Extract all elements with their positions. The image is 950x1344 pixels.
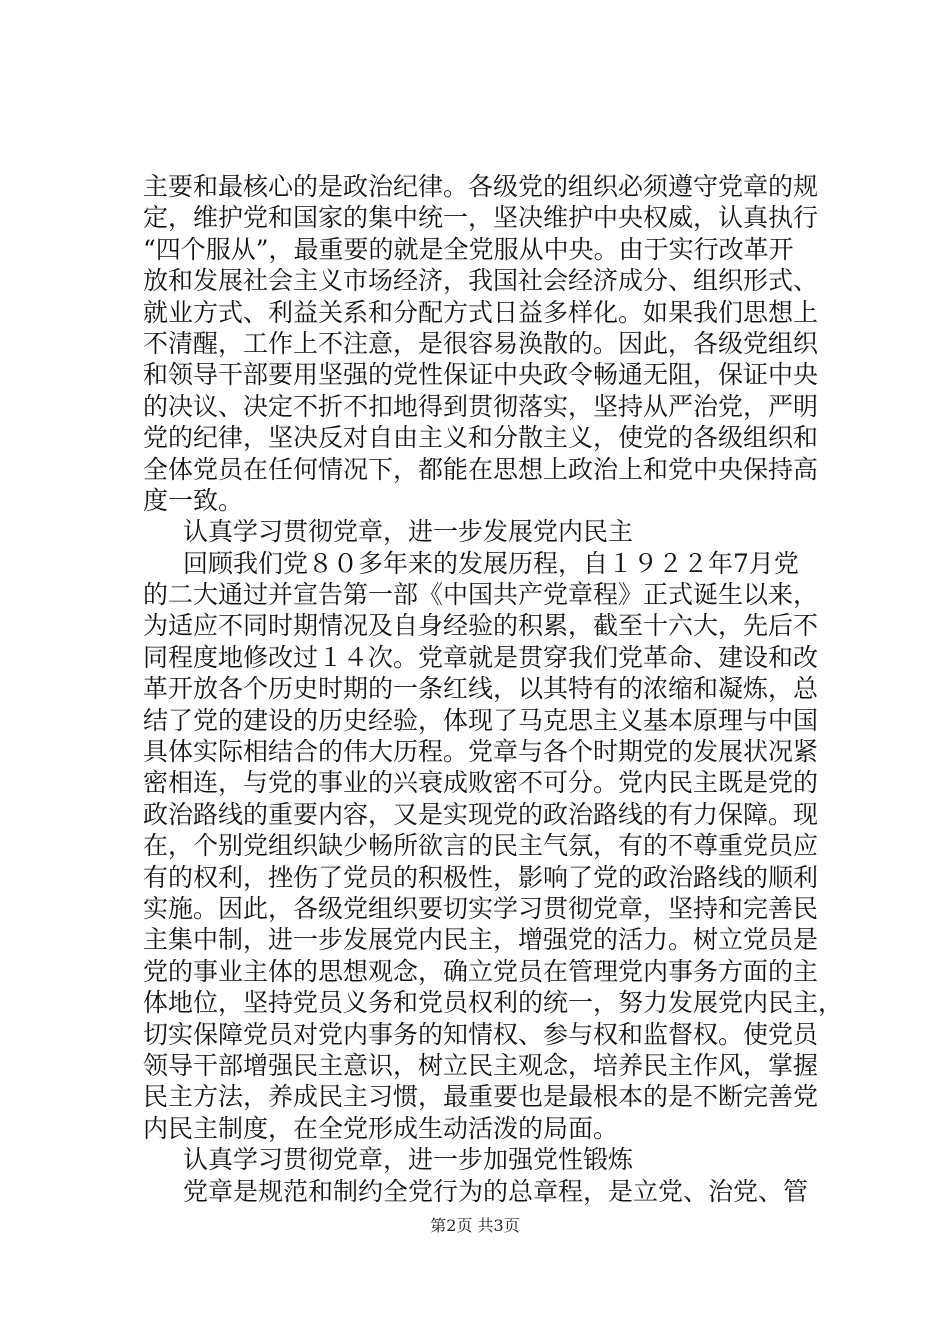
body-line: 主要和最核心的是政治纪律。各级党的组织必须遵守党章的规: [143, 172, 819, 201]
body-line: 的二大通过并宣告第一部《中国共产党章程》正式诞生以来，: [143, 580, 819, 610]
body-line: 党的事业主体的思想观念，确立党员在管理党内事务方面的主: [143, 956, 819, 986]
body-line: 体地位，坚持党员义务和党员权利的统一，努力发展党内民主，: [143, 988, 843, 1018]
body-line: 内民主制度，在全党形成生动活泼的局面。: [143, 1113, 619, 1143]
body-line: 革开放各个历史时期的一条红线，以其特有的浓缩和凝炼，总: [143, 674, 819, 704]
body-line: 放和发展社会主义市场经济，我国社会经济成分、组织形式、: [143, 266, 819, 296]
body-line: 主集中制，进一步发展党内民主，增强党的活力。树立党员是: [143, 925, 819, 955]
body-line: 结了党的建设的历史经验，体现了马克思主义基本原理与中国: [143, 705, 819, 735]
body-line: 不清醒，工作上不注意，是很容易涣散的。因此，各级党组织: [143, 328, 819, 358]
body-line: 切实保障党员对党内事务的知情权、参与权和监督权。使党员: [143, 1019, 819, 1049]
body-line: 定，维护党和国家的集中统一，坚决维护中央权威，认真执行: [143, 203, 819, 233]
body-line: 就业方式、利益关系和分配方式日益多样化。如果我们思想上: [143, 297, 819, 327]
body-line: 实施。因此，各级党组织要切实学习贯彻党章，坚持和完善民: [143, 893, 819, 923]
body-line: 密相连，与党的事业的兴衰成败密不可分。党内民主既是党的: [143, 768, 819, 798]
page-footer: 第2页 共3页: [430, 1216, 520, 1235]
body-line: 在，个别党组织缺少畅所欲言的民主气氛，有的不尊重党员应: [143, 831, 819, 861]
body-line: 和领导干部要用坚强的党性保证中央政令畅通无阻，保证中央: [143, 360, 819, 390]
section-heading: 认真学习贯彻党章，进一步加强党性锻炼: [183, 1145, 634, 1175]
body-line: 民主方法，养成民主习惯，最重要也是最根本的是不断完善党: [143, 1082, 819, 1112]
body-line: 度一致。: [143, 485, 244, 515]
body-line: 领导干部增强民主意识，树立民主观念，培养民主作风，掌握: [143, 1050, 819, 1080]
body-line: 政治路线的重要内容，又是实现党的政治路线的有力保障。现: [143, 799, 819, 829]
body-line: 同程度地修改过１４次。党章就是贯穿我们党革命、建设和改: [143, 642, 819, 672]
body-line: 的决议、决定不折不扣地得到贯彻落实，坚持从严治党，严明: [143, 391, 819, 421]
body-line: “四个服从”，最重要的就是全党服从中央。由于实行改革开: [143, 234, 794, 264]
body-line: 有的权利，挫伤了党员的积极性，影响了党的政治路线的顺利: [143, 862, 819, 892]
body-line: 全体党员在任何情况下，都能在思想上政治上和党中央保持高: [143, 454, 819, 484]
document-body: [143, 171, 843, 1207]
paragraph-first-line: 党章是规范和制约全党行为的总章程，是立党、治党、管: [183, 1176, 809, 1206]
body-line: 具体实际相结合的伟大历程。党章与各个时期党的发展状况紧: [143, 737, 819, 767]
paragraph-first-line: 回顾我们党８０多年来的发展历程，自１９２２年7月党: [183, 548, 799, 578]
body-line: 党的纪律，坚决反对自由主义和分散主义，使党的各级组织和: [143, 423, 819, 453]
body-line: 为适应不同时期情况及自身经验的积累，截至十六大，先后不: [143, 611, 819, 641]
section-heading: 认真学习贯彻党章，进一步发展党内民主: [183, 517, 634, 547]
